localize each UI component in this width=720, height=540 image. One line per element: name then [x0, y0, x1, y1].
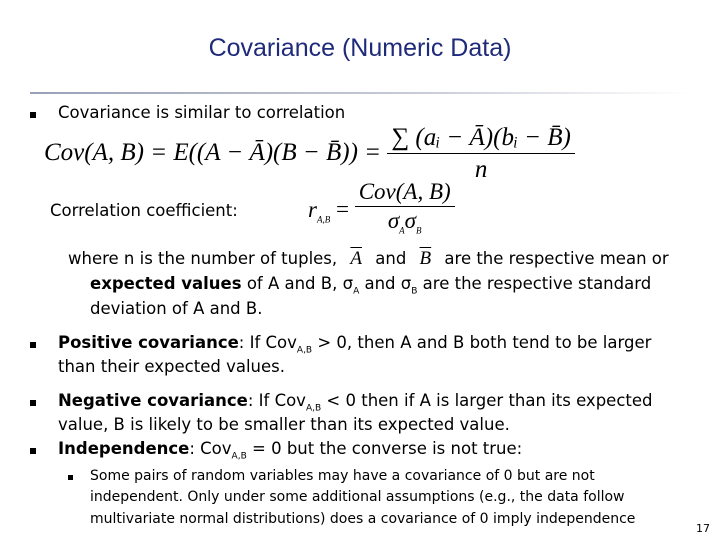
cov-fraction	[387, 123, 575, 186]
negative-covariance-line-2: value, B is likely to be smaller than its expected value.	[58, 415, 510, 434]
correlation-label: Correlation coefficient:	[50, 201, 238, 220]
cov-lhs: Cov(A, B) = E((A − Ā)(B − B̄)) =	[44, 139, 382, 166]
r-denominator: $\sigma_A\sigma_B$	[387, 208, 422, 236]
bullet-marker	[30, 448, 36, 454]
independence-line: Independence: Cov$_{A,B}$ = 0 but the converse is not true:	[58, 439, 523, 462]
cov-numerator: ∑ (aᵢ − Ā)(bᵢ − B̄)	[387, 123, 575, 154]
r-fraction	[355, 178, 455, 245]
negative-covariance-line-1: Negative covariance: If Cov$_{A,B}$ < 0 then if A is larger than its expected	[58, 391, 653, 414]
correlation-formula: $r_{A,B}$ = $\frac{\text{Cov(A, B)}}{\sigma_A\sigma_B}$	[308, 178, 455, 245]
sub-bullet-line-3: multivariate normal distributions) does a covariance of 0 imply independence	[90, 511, 636, 527]
bullet-marker	[30, 112, 36, 118]
b-bar-symbol: $\overline{B}$	[419, 248, 432, 269]
where-line-2: expected values of A and B, $\sigma_A$ and $\sigma_B$ are the respective standard	[90, 274, 652, 297]
title-divider	[30, 92, 690, 94]
sub-bullet-line-2: independent. Only under some additional assumptions (e.g., the data follow	[90, 489, 625, 505]
where-line-3: deviation of A and B.	[90, 299, 263, 318]
cov-denominator: n	[474, 155, 488, 183]
bullet-covariance-similar: Covariance is similar to correlation	[58, 103, 346, 122]
positive-covariance-line-2: than their expected values.	[58, 357, 286, 376]
bullet-marker	[30, 342, 36, 348]
sub-bullet-line-1: Some pairs of random variables may have a covariance of 0 but are not	[90, 468, 595, 484]
a-bar-symbol: $\overline{A}$	[350, 248, 362, 269]
page-title: Covariance (Numeric Data)	[208, 34, 512, 62]
positive-covariance-line-1: Positive covariance: If Cov$_{A,B}$ > 0, then A and B both tend to be larger	[58, 333, 652, 356]
bullet-marker	[30, 400, 36, 406]
sub-bullet-marker	[68, 475, 73, 480]
page-number: 17	[696, 522, 710, 535]
r-symbol: $r_{A,B}$	[308, 196, 331, 225]
r-numerator: Cov(A, B)	[355, 178, 455, 207]
where-line-1: where n is the number of tuples, $\overline{A}$ and $\overline{B}$ are the respective mean or	[68, 248, 669, 269]
